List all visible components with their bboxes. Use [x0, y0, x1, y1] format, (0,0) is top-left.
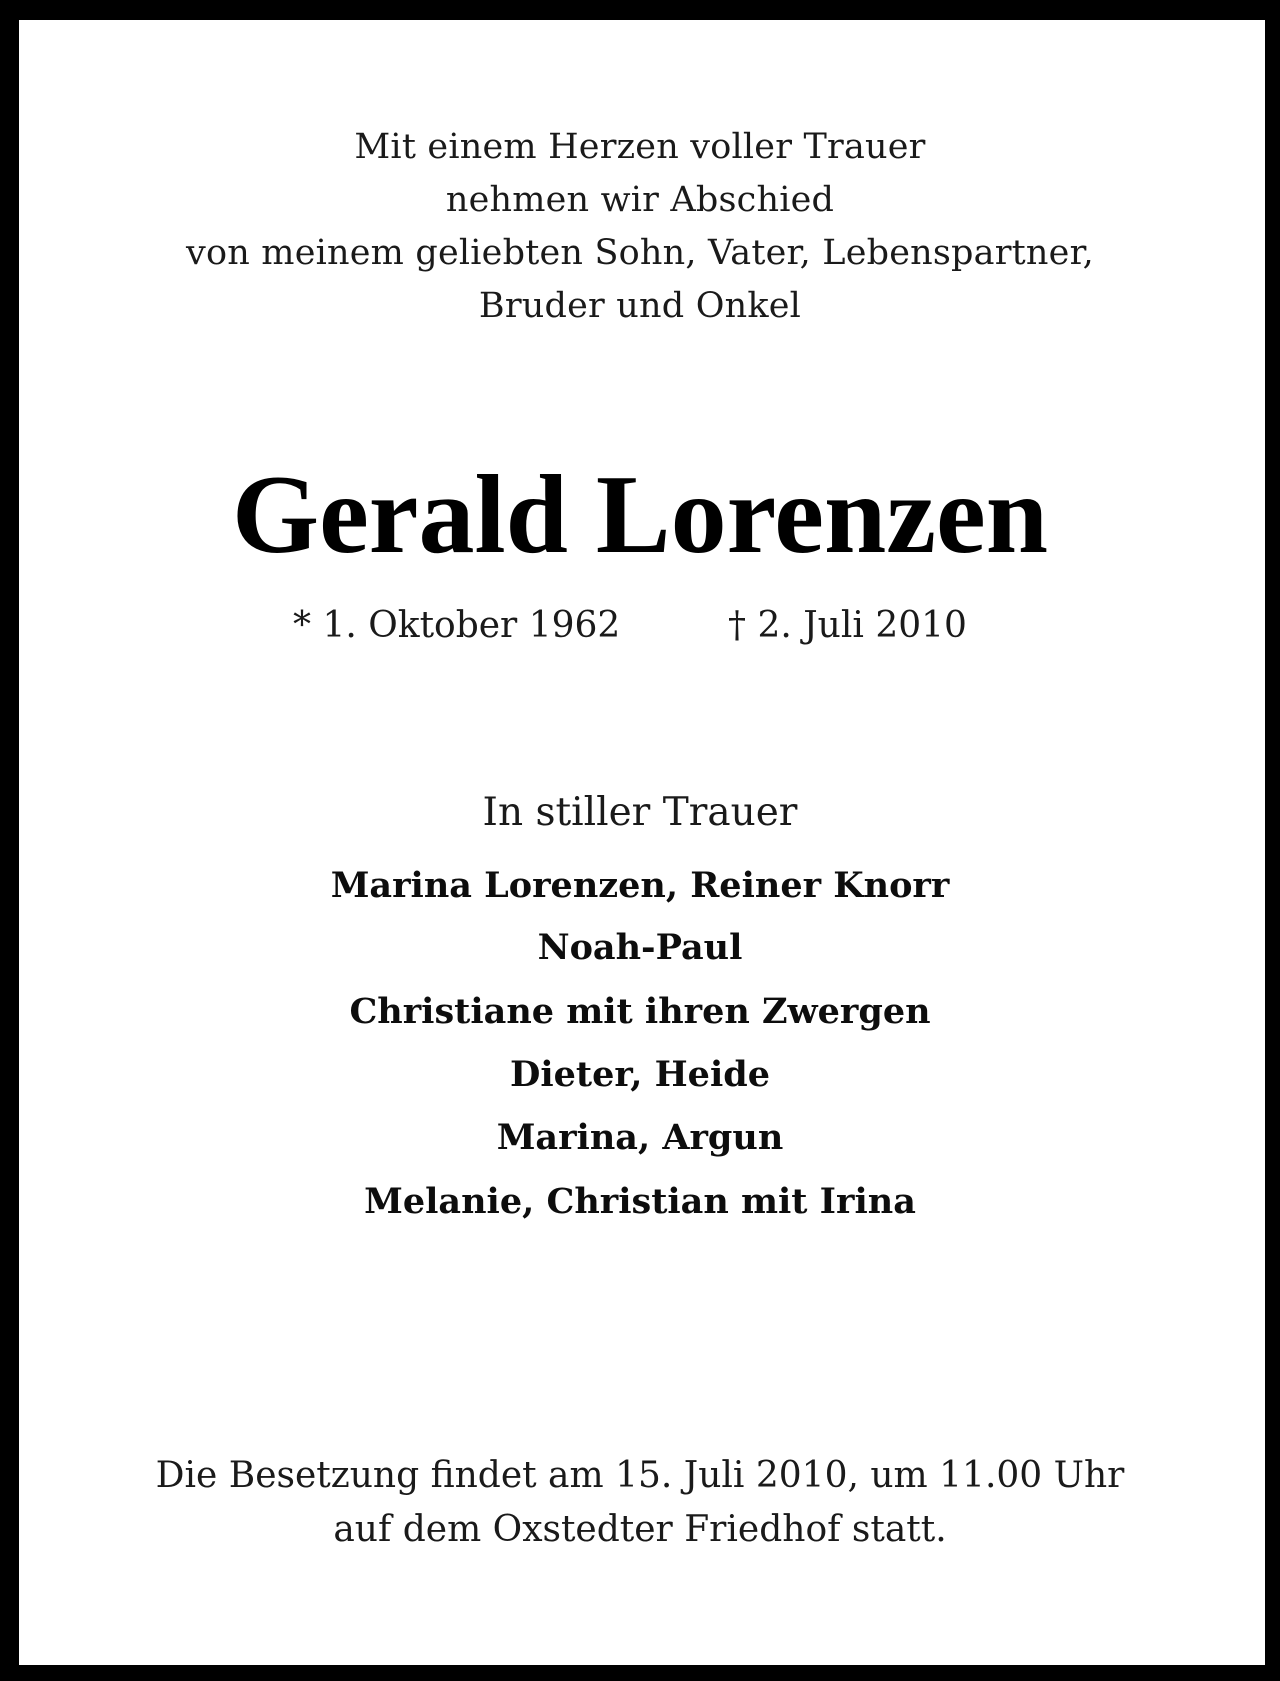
funeral-info-line: Die Besetzung findet am 15. Juli 2010, um 11.00 Uhr	[155, 1455, 1125, 1496]
funeral-info-line: auf dem Oxstedter Friedhof statt.	[333, 1509, 947, 1550]
intro-line: von meinem geliebten Sohn, Vater, Lebenspartner,	[186, 233, 1094, 273]
life-dates	[0, 602, 1280, 650]
mourning-heading: In stiller Trauer	[482, 790, 798, 835]
mourner-line: Marina Lorenzen, Reiner Knorr	[330, 865, 950, 906]
mourner-line: Melanie, Christian mit Irina	[364, 1181, 916, 1222]
mourner-line: Christiane mit ihren Zwergen	[349, 991, 931, 1032]
birth-date: * 1. Oktober 1962	[293, 605, 621, 646]
intro-line: Mit einem Herzen voller Trauer	[354, 127, 926, 167]
mourner-line: Dieter, Heide	[510, 1054, 770, 1095]
intro-line: nehmen wir Abschied	[445, 180, 835, 220]
mourner-line: Noah-Paul	[537, 927, 743, 968]
death-date: † 2. Juli 2010	[728, 605, 967, 646]
mourner-line: Marina, Argun	[496, 1117, 784, 1158]
intro-line: Bruder und Onkel	[478, 286, 802, 326]
deceased-name: Gerald Lorenzen	[231, 453, 1049, 577]
